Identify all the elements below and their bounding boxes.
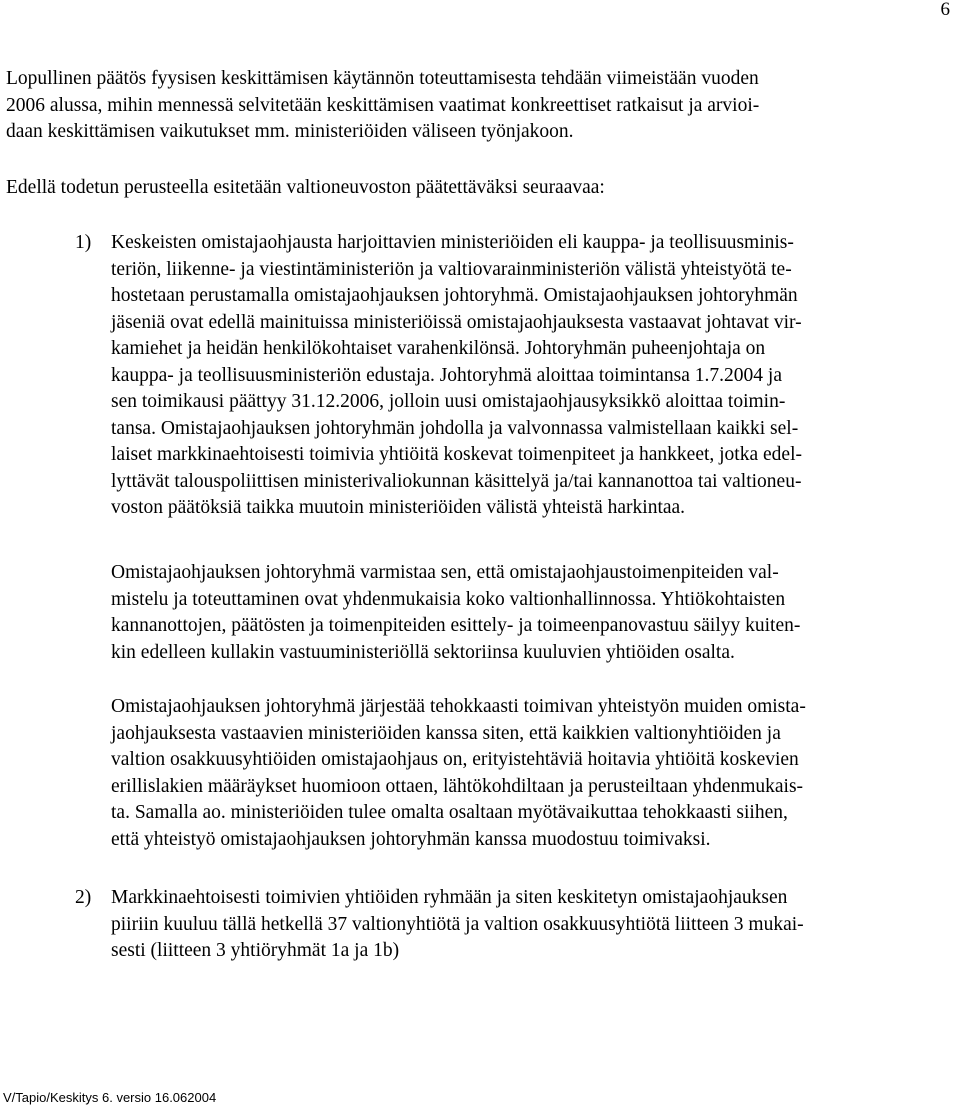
text-line: Omistajaohjauksen johtoryhmä varmistaa sen, että omistajaohjaustoimenpiteiden val-	[111, 562, 779, 583]
text-line: että yhteistyö omistajaohjauksen johtoryhmän kanssa muodostuu toimivaksi.	[111, 828, 711, 850]
list-item-1-paragraph-3	[111, 694, 951, 853]
text-line: sen toimikausi päättyy 31.12.2006, jolloin uusi omistajaohjausyksikkö aloittaa toimin-	[111, 391, 786, 412]
text-line: Markkinaehtoisesti toimivien yhtiöiden ryhmään ja siten keskitetyn omistajaohjauksen	[111, 887, 788, 908]
text-line: laiset markkinaehtoisesti toimivia yhtiöitä koskevat toimenpiteet ja hankkeet, jotka edel-	[111, 444, 802, 465]
text-line: erillislakien määräykset huomioon ottaen, lähtökohdiltaan ja perusteiltaan yhdenmukais-	[111, 775, 804, 797]
intro-paragraph	[6, 66, 946, 146]
text-line: sesti (liitteen 3 yhtiöryhmät 1a ja 1b)	[111, 940, 400, 961]
page-number: 6	[940, 0, 950, 20]
list-item-1-paragraph-2	[111, 560, 951, 666]
text-line: teriön, liikenne- ja viestintäministeriön ja valtiovarainministeriön välistä yhteistyötä te-	[111, 258, 792, 280]
text-line: voston päätöksiä taikka muutoin ministeriöiden välistä yhteistä harkintaa.	[111, 497, 686, 518]
text-line: daan keskittämisen vaikutukset mm. ministeriöiden väliseen työnjakoon.	[6, 121, 574, 143]
text-line: tansa. Omistajaohjauksen johtoryhmän johdolla ja valvonnassa valmistellaan kaikki sel-	[111, 417, 799, 439]
text-line: hostetaan perustamalla omistajaohjauksen johtoryhmä. Omistajaohjauksen johtoryhmän	[111, 285, 798, 306]
list-number-2: 2)	[75, 887, 92, 908]
text-line: jaohjauksesta vastaavien ministeriöiden kanssa siten, että kaikkien valtionyhtiöiden ja	[111, 722, 781, 744]
text-line: ta. Samalla ao. ministeriöiden tulee omalta osaltaan myötävaikuttaa tehokkaasti siihen,	[111, 802, 788, 823]
text-line: lyttävät talouspoliittisen ministerivaliokunnan käsittelyä ja/tai kannanottoa tai valtioneu-	[111, 470, 802, 492]
text-line: valtion osakkuusyhtiöiden omistajaohjaus on, erityistehtäviä hoitavia yhtiöitä koskevien	[111, 749, 799, 770]
text-line: kauppa- ja teollisuusministeriön edustaja. Johtoryhmä aloittaa toimintansa 1.7.2004 ja	[111, 364, 782, 386]
list-number-1: 1)	[75, 232, 92, 253]
document-footer: V/Tapio/Keskitys 6. versio 16.062004	[3, 1090, 217, 1105]
text-line: kamiehet ja heidän henkilökohtaiset varahenkilönsä. Johtoryhmän puheenjohtaja on	[111, 338, 766, 359]
list-item-1-paragraph-1	[111, 230, 951, 522]
text-line: Lopullinen päätös fyysisen keskittämisen käytännön toteuttamisesta tehdään viimeistään vuoden	[6, 68, 759, 89]
proposal-intro: Edellä todetun perusteella esitetään valtioneuvoston päätettäväksi seuraavaa:	[6, 177, 605, 198]
text-line: mistelu ja toteuttaminen ovat yhdenmukaisia koko valtionhallinnossa. Yhtiökohtaisten	[111, 588, 786, 610]
text-line: jäseniä ovat edellä mainituissa ministeriöissä omistajaohjauksesta vastaavat johtavat vir-	[111, 311, 802, 333]
text-line: 2006 alussa, mihin mennessä selvitetään keskittämisen vaatimat konkreettiset ratkaisut ja arvioi-	[6, 94, 760, 116]
text-line: kannanottojen, päätösten ja toimenpiteiden esittely- ja toimeenpanovastuu säilyy kuiten-	[111, 615, 801, 636]
text-line: Keskeisten omistajaohjausta harjoittavien ministeriöiden eli kauppa- ja teollisuusminis-	[111, 232, 794, 253]
text-line: kin edelleen kullakin vastuuministeriöllä sektoriinsa kuuluvien yhtiöiden osalta.	[111, 641, 735, 663]
text-line: piiriin kuuluu tällä hetkellä 37 valtionyhtiötä ja valtion osakkuusyhtiötä liitteen 3 mukai-	[111, 913, 804, 935]
list-item-2-paragraph	[111, 885, 951, 965]
text-line: Omistajaohjauksen johtoryhmä järjestää tehokkaasti toimivan yhteistyön muiden omista-	[111, 696, 806, 717]
